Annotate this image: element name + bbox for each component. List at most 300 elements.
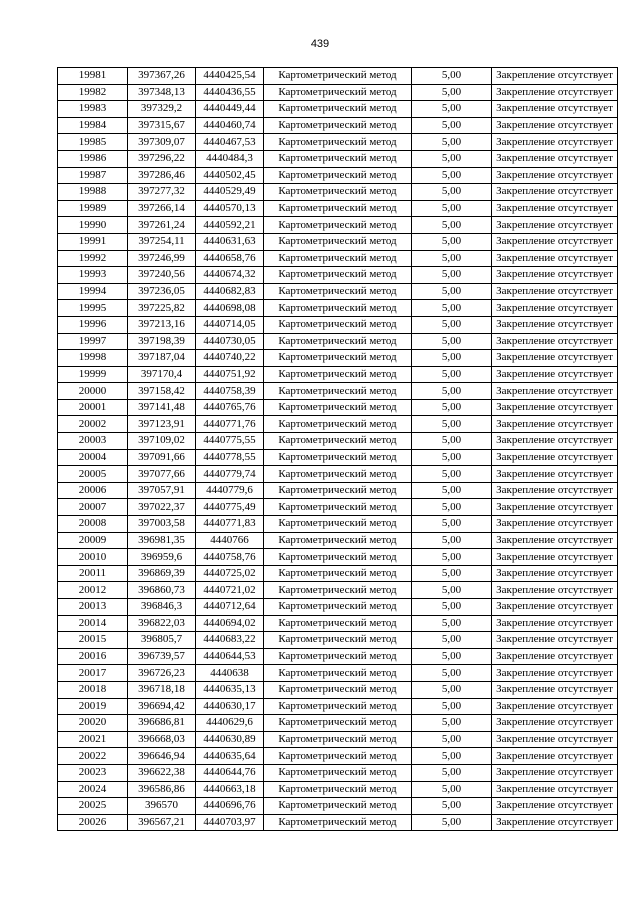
table-row xyxy=(58,549,618,566)
x-coordinate-cell: 397057,91 xyxy=(128,482,196,499)
table-row xyxy=(58,217,618,234)
table-row xyxy=(58,167,618,184)
table-row xyxy=(58,433,618,450)
error-cell: 5,00 xyxy=(412,582,492,599)
error-cell: 5,00 xyxy=(412,433,492,450)
error-cell: 5,00 xyxy=(412,333,492,350)
y-coordinate-cell: 4440714,05 xyxy=(196,316,264,333)
point-number-cell: 20025 xyxy=(58,798,128,815)
table-row xyxy=(58,731,618,748)
error-cell: 5,00 xyxy=(412,283,492,300)
x-coordinate-cell: 397022,37 xyxy=(128,499,196,516)
point-number-cell: 19995 xyxy=(58,300,128,317)
table-row xyxy=(58,681,618,698)
fixation-cell: Закрепление отсутствует xyxy=(492,433,618,450)
error-cell: 5,00 xyxy=(412,366,492,383)
point-number-cell: 19999 xyxy=(58,366,128,383)
x-coordinate-cell: 396822,03 xyxy=(128,615,196,632)
fixation-cell: Закрепление отсутствует xyxy=(492,366,618,383)
x-coordinate-cell: 396586,86 xyxy=(128,781,196,798)
point-number-cell: 20003 xyxy=(58,433,128,450)
error-cell: 5,00 xyxy=(412,549,492,566)
error-cell: 5,00 xyxy=(412,350,492,367)
method-cell: Картометрический метод xyxy=(264,565,412,582)
fixation-cell: Закрепление отсутствует xyxy=(492,715,618,732)
y-coordinate-cell: 4440630,17 xyxy=(196,698,264,715)
error-cell: 5,00 xyxy=(412,715,492,732)
x-coordinate-cell: 397077,66 xyxy=(128,466,196,483)
point-number-cell: 20016 xyxy=(58,648,128,665)
y-coordinate-cell: 4440502,45 xyxy=(196,167,264,184)
fixation-cell: Закрепление отсутствует xyxy=(492,731,618,748)
error-cell: 5,00 xyxy=(412,399,492,416)
method-cell: Картометрический метод xyxy=(264,798,412,815)
y-coordinate-cell: 4440638 xyxy=(196,665,264,682)
x-coordinate-cell: 396718,18 xyxy=(128,681,196,698)
fixation-cell: Закрепление отсутствует xyxy=(492,748,618,765)
fixation-cell: Закрепление отсутствует xyxy=(492,665,618,682)
fixation-cell: Закрепление отсутствует xyxy=(492,781,618,798)
y-coordinate-cell: 4440775,55 xyxy=(196,433,264,450)
fixation-cell: Закрепление отсутствует xyxy=(492,599,618,616)
y-coordinate-cell: 4440696,76 xyxy=(196,798,264,815)
point-number-cell: 20015 xyxy=(58,632,128,649)
table-row xyxy=(58,200,618,217)
table-row xyxy=(58,366,618,383)
table-row xyxy=(58,184,618,201)
method-cell: Картометрический метод xyxy=(264,466,412,483)
point-number-cell: 20008 xyxy=(58,516,128,533)
x-coordinate-cell: 396668,03 xyxy=(128,731,196,748)
table-row xyxy=(58,748,618,765)
error-cell: 5,00 xyxy=(412,599,492,616)
y-coordinate-cell: 4440460,74 xyxy=(196,117,264,134)
point-number-cell: 19986 xyxy=(58,150,128,167)
error-cell: 5,00 xyxy=(412,764,492,781)
y-coordinate-cell: 4440436,55 xyxy=(196,84,264,101)
method-cell: Картометрический метод xyxy=(264,665,412,682)
table-row xyxy=(58,449,618,466)
y-coordinate-cell: 4440751,92 xyxy=(196,366,264,383)
fixation-cell: Закрепление отсутствует xyxy=(492,68,618,85)
fixation-cell: Закрепление отсутствует xyxy=(492,250,618,267)
table-row xyxy=(58,499,618,516)
x-coordinate-cell: 396981,35 xyxy=(128,532,196,549)
error-cell: 5,00 xyxy=(412,665,492,682)
x-coordinate-cell: 397240,56 xyxy=(128,267,196,284)
fixation-cell: Закрепление отсутствует xyxy=(492,300,618,317)
fixation-cell: Закрепление отсутствует xyxy=(492,233,618,250)
x-coordinate-cell: 397315,67 xyxy=(128,117,196,134)
y-coordinate-cell: 4440629,6 xyxy=(196,715,264,732)
y-coordinate-cell: 4440712,64 xyxy=(196,599,264,616)
fixation-cell: Закрепление отсутствует xyxy=(492,200,618,217)
table-row xyxy=(58,84,618,101)
point-number-cell: 19982 xyxy=(58,84,128,101)
table-row xyxy=(58,233,618,250)
error-cell: 5,00 xyxy=(412,731,492,748)
method-cell: Картометрический метод xyxy=(264,532,412,549)
error-cell: 5,00 xyxy=(412,648,492,665)
error-cell: 5,00 xyxy=(412,798,492,815)
method-cell: Картометрический метод xyxy=(264,150,412,167)
x-coordinate-cell: 396686,81 xyxy=(128,715,196,732)
error-cell: 5,00 xyxy=(412,250,492,267)
y-coordinate-cell: 4440765,76 xyxy=(196,399,264,416)
fixation-cell: Закрепление отсутствует xyxy=(492,549,618,566)
x-coordinate-cell: 396959,6 xyxy=(128,549,196,566)
fixation-cell: Закрепление отсутствует xyxy=(492,283,618,300)
error-cell: 5,00 xyxy=(412,516,492,533)
y-coordinate-cell: 4440758,76 xyxy=(196,549,264,566)
point-number-cell: 20009 xyxy=(58,532,128,549)
fixation-cell: Закрепление отсутствует xyxy=(492,167,618,184)
table-row xyxy=(58,599,618,616)
coordinates-table xyxy=(57,67,618,831)
fixation-cell: Закрепление отсутствует xyxy=(492,615,618,632)
table-row xyxy=(58,648,618,665)
method-cell: Картометрический метод xyxy=(264,184,412,201)
x-coordinate-cell: 397309,07 xyxy=(128,134,196,151)
x-coordinate-cell: 397286,46 xyxy=(128,167,196,184)
y-coordinate-cell: 4440698,08 xyxy=(196,300,264,317)
method-cell: Картометрический метод xyxy=(264,748,412,765)
point-number-cell: 20005 xyxy=(58,466,128,483)
fixation-cell: Закрепление отсутствует xyxy=(492,466,618,483)
x-coordinate-cell: 397141,48 xyxy=(128,399,196,416)
x-coordinate-cell: 397091,66 xyxy=(128,449,196,466)
error-cell: 5,00 xyxy=(412,466,492,483)
y-coordinate-cell: 4440779,6 xyxy=(196,482,264,499)
point-number-cell: 19998 xyxy=(58,350,128,367)
table-row xyxy=(58,532,618,549)
point-number-cell: 19992 xyxy=(58,250,128,267)
x-coordinate-cell: 397003,58 xyxy=(128,516,196,533)
error-cell: 5,00 xyxy=(412,150,492,167)
table-row xyxy=(58,283,618,300)
error-cell: 5,00 xyxy=(412,134,492,151)
fixation-cell: Закрепление отсутствует xyxy=(492,482,618,499)
x-coordinate-cell: 396646,94 xyxy=(128,748,196,765)
point-number-cell: 20026 xyxy=(58,814,128,831)
x-coordinate-cell: 397198,39 xyxy=(128,333,196,350)
fixation-cell: Закрепление отсутствует xyxy=(492,350,618,367)
method-cell: Картометрический метод xyxy=(264,499,412,516)
table-row xyxy=(58,416,618,433)
method-cell: Картометрический метод xyxy=(264,117,412,134)
method-cell: Картометрический метод xyxy=(264,101,412,118)
x-coordinate-cell: 397123,91 xyxy=(128,416,196,433)
point-number-cell: 19991 xyxy=(58,233,128,250)
x-coordinate-cell: 396869,39 xyxy=(128,565,196,582)
x-coordinate-cell: 397329,2 xyxy=(128,101,196,118)
method-cell: Картометрический метод xyxy=(264,764,412,781)
y-coordinate-cell: 4440529,49 xyxy=(196,184,264,201)
table-row xyxy=(58,632,618,649)
method-cell: Картометрический метод xyxy=(264,731,412,748)
x-coordinate-cell: 396846,3 xyxy=(128,599,196,616)
x-coordinate-cell: 397246,99 xyxy=(128,250,196,267)
y-coordinate-cell: 4440725,02 xyxy=(196,565,264,582)
table-row xyxy=(58,781,618,798)
table-row xyxy=(58,250,618,267)
error-cell: 5,00 xyxy=(412,68,492,85)
error-cell: 5,00 xyxy=(412,300,492,317)
method-cell: Картометрический метод xyxy=(264,167,412,184)
error-cell: 5,00 xyxy=(412,681,492,698)
point-number-cell: 20007 xyxy=(58,499,128,516)
y-coordinate-cell: 4440694,02 xyxy=(196,615,264,632)
fixation-cell: Закрепление отсутствует xyxy=(492,333,618,350)
point-number-cell: 20013 xyxy=(58,599,128,616)
y-coordinate-cell: 4440630,89 xyxy=(196,731,264,748)
x-coordinate-cell: 396860,73 xyxy=(128,582,196,599)
x-coordinate-cell: 397236,05 xyxy=(128,283,196,300)
y-coordinate-cell: 4440663,18 xyxy=(196,781,264,798)
fixation-cell: Закрепление отсутствует xyxy=(492,764,618,781)
y-coordinate-cell: 4440644,76 xyxy=(196,764,264,781)
method-cell: Картометрический метод xyxy=(264,615,412,632)
point-number-cell: 19984 xyxy=(58,117,128,134)
fixation-cell: Закрепление отсутствует xyxy=(492,117,618,134)
point-number-cell: 20004 xyxy=(58,449,128,466)
y-coordinate-cell: 4440775,49 xyxy=(196,499,264,516)
point-number-cell: 19987 xyxy=(58,167,128,184)
fixation-cell: Закрепление отсутствует xyxy=(492,798,618,815)
table-row xyxy=(58,482,618,499)
y-coordinate-cell: 4440635,13 xyxy=(196,681,264,698)
table-row xyxy=(58,117,618,134)
fixation-cell: Закрепление отсутствует xyxy=(492,134,618,151)
fixation-cell: Закрепление отсутствует xyxy=(492,516,618,533)
x-coordinate-cell: 397266,14 xyxy=(128,200,196,217)
fixation-cell: Закрепление отсутствует xyxy=(492,449,618,466)
point-number-cell: 20018 xyxy=(58,681,128,698)
y-coordinate-cell: 4440771,83 xyxy=(196,516,264,533)
method-cell: Картометрический метод xyxy=(264,84,412,101)
point-number-cell: 20019 xyxy=(58,698,128,715)
point-number-cell: 20011 xyxy=(58,565,128,582)
error-cell: 5,00 xyxy=(412,499,492,516)
error-cell: 5,00 xyxy=(412,233,492,250)
x-coordinate-cell: 397254,11 xyxy=(128,233,196,250)
method-cell: Картометрический метод xyxy=(264,516,412,533)
table-row xyxy=(58,715,618,732)
error-cell: 5,00 xyxy=(412,632,492,649)
y-coordinate-cell: 4440771,76 xyxy=(196,416,264,433)
method-cell: Картометрический метод xyxy=(264,449,412,466)
table-row xyxy=(58,300,618,317)
fixation-cell: Закрепление отсутствует xyxy=(492,632,618,649)
point-number-cell: 19989 xyxy=(58,200,128,217)
y-coordinate-cell: 4440631,63 xyxy=(196,233,264,250)
method-cell: Картометрический метод xyxy=(264,433,412,450)
fixation-cell: Закрепление отсутствует xyxy=(492,814,618,831)
table-row xyxy=(58,582,618,599)
y-coordinate-cell: 4440683,22 xyxy=(196,632,264,649)
x-coordinate-cell: 396622,38 xyxy=(128,764,196,781)
method-cell: Картометрический метод xyxy=(264,233,412,250)
x-coordinate-cell: 397170,4 xyxy=(128,366,196,383)
x-coordinate-cell: 396694,42 xyxy=(128,698,196,715)
method-cell: Картометрический метод xyxy=(264,681,412,698)
method-cell: Картометрический метод xyxy=(264,814,412,831)
x-coordinate-cell: 396567,21 xyxy=(128,814,196,831)
method-cell: Картометрический метод xyxy=(264,781,412,798)
x-coordinate-cell: 397225,82 xyxy=(128,300,196,317)
point-number-cell: 20012 xyxy=(58,582,128,599)
y-coordinate-cell: 4440730,05 xyxy=(196,333,264,350)
error-cell: 5,00 xyxy=(412,482,492,499)
table-row xyxy=(58,516,618,533)
method-cell: Картометрический метод xyxy=(264,300,412,317)
x-coordinate-cell: 396739,57 xyxy=(128,648,196,665)
point-number-cell: 20020 xyxy=(58,715,128,732)
fixation-cell: Закрепление отсутствует xyxy=(492,698,618,715)
table-row xyxy=(58,565,618,582)
coordinates-table-body xyxy=(58,68,618,831)
x-coordinate-cell: 397158,42 xyxy=(128,383,196,400)
method-cell: Картометрический метод xyxy=(264,68,412,85)
error-cell: 5,00 xyxy=(412,416,492,433)
x-coordinate-cell: 397187,04 xyxy=(128,350,196,367)
method-cell: Картометрический метод xyxy=(264,582,412,599)
point-number-cell: 20006 xyxy=(58,482,128,499)
x-coordinate-cell: 396726,23 xyxy=(128,665,196,682)
point-number-cell: 20022 xyxy=(58,748,128,765)
y-coordinate-cell: 4440674,32 xyxy=(196,267,264,284)
y-coordinate-cell: 4440740,22 xyxy=(196,350,264,367)
table-row xyxy=(58,798,618,815)
y-coordinate-cell: 4440721,02 xyxy=(196,582,264,599)
y-coordinate-cell: 4440658,76 xyxy=(196,250,264,267)
method-cell: Картометрический метод xyxy=(264,715,412,732)
x-coordinate-cell: 396805,7 xyxy=(128,632,196,649)
y-coordinate-cell: 4440682,83 xyxy=(196,283,264,300)
point-number-cell: 20014 xyxy=(58,615,128,632)
point-number-cell: 20023 xyxy=(58,764,128,781)
table-row xyxy=(58,134,618,151)
point-number-cell: 19983 xyxy=(58,101,128,118)
method-cell: Картометрический метод xyxy=(264,134,412,151)
fixation-cell: Закрепление отсутствует xyxy=(492,532,618,549)
table-row xyxy=(58,814,618,831)
point-number-cell: 19996 xyxy=(58,316,128,333)
fixation-cell: Закрепление отсутствует xyxy=(492,184,618,201)
fixation-cell: Закрепление отсутствует xyxy=(492,399,618,416)
method-cell: Картометрический метод xyxy=(264,399,412,416)
table-row xyxy=(58,101,618,118)
method-cell: Картометрический метод xyxy=(264,482,412,499)
error-cell: 5,00 xyxy=(412,101,492,118)
point-number-cell: 20024 xyxy=(58,781,128,798)
point-number-cell: 19997 xyxy=(58,333,128,350)
table-row xyxy=(58,316,618,333)
error-cell: 5,00 xyxy=(412,698,492,715)
error-cell: 5,00 xyxy=(412,167,492,184)
page-number: 439 xyxy=(310,38,330,50)
y-coordinate-cell: 4440484,3 xyxy=(196,150,264,167)
method-cell: Картометрический метод xyxy=(264,549,412,566)
x-coordinate-cell: 397367,26 xyxy=(128,68,196,85)
table-row xyxy=(58,665,618,682)
point-number-cell: 19994 xyxy=(58,283,128,300)
method-cell: Картометрический метод xyxy=(264,366,412,383)
error-cell: 5,00 xyxy=(412,814,492,831)
point-number-cell: 19990 xyxy=(58,217,128,234)
table-row xyxy=(58,399,618,416)
point-number-cell: 19985 xyxy=(58,134,128,151)
fixation-cell: Закрепление отсутствует xyxy=(492,582,618,599)
error-cell: 5,00 xyxy=(412,117,492,134)
y-coordinate-cell: 4440425,54 xyxy=(196,68,264,85)
error-cell: 5,00 xyxy=(412,217,492,234)
y-coordinate-cell: 4440766 xyxy=(196,532,264,549)
x-coordinate-cell: 397296,22 xyxy=(128,150,196,167)
x-coordinate-cell: 397109,02 xyxy=(128,433,196,450)
y-coordinate-cell: 4440644,53 xyxy=(196,648,264,665)
y-coordinate-cell: 4440779,74 xyxy=(196,466,264,483)
point-number-cell: 20002 xyxy=(58,416,128,433)
error-cell: 5,00 xyxy=(412,84,492,101)
method-cell: Картометрический метод xyxy=(264,283,412,300)
y-coordinate-cell: 4440467,53 xyxy=(196,134,264,151)
method-cell: Картометрический метод xyxy=(264,698,412,715)
error-cell: 5,00 xyxy=(412,184,492,201)
fixation-cell: Закрепление отсутствует xyxy=(492,416,618,433)
table-row xyxy=(58,68,618,85)
table-row xyxy=(58,350,618,367)
table-row xyxy=(58,333,618,350)
fixation-cell: Закрепление отсутствует xyxy=(492,316,618,333)
table-row xyxy=(58,383,618,400)
table-row xyxy=(58,267,618,284)
fixation-cell: Закрепление отсутствует xyxy=(492,84,618,101)
point-number-cell: 20017 xyxy=(58,665,128,682)
fixation-cell: Закрепление отсутствует xyxy=(492,150,618,167)
error-cell: 5,00 xyxy=(412,200,492,217)
y-coordinate-cell: 4440570,13 xyxy=(196,200,264,217)
point-number-cell: 20021 xyxy=(58,731,128,748)
x-coordinate-cell: 397261,24 xyxy=(128,217,196,234)
method-cell: Картометрический метод xyxy=(264,316,412,333)
method-cell: Картометрический метод xyxy=(264,632,412,649)
point-number-cell: 20000 xyxy=(58,383,128,400)
point-number-cell: 19981 xyxy=(58,68,128,85)
method-cell: Картометрический метод xyxy=(264,350,412,367)
method-cell: Картометрический метод xyxy=(264,200,412,217)
point-number-cell: 19993 xyxy=(58,267,128,284)
error-cell: 5,00 xyxy=(412,532,492,549)
method-cell: Картометрический метод xyxy=(264,250,412,267)
error-cell: 5,00 xyxy=(412,383,492,400)
error-cell: 5,00 xyxy=(412,615,492,632)
fixation-cell: Закрепление отсутствует xyxy=(492,648,618,665)
y-coordinate-cell: 4440703,97 xyxy=(196,814,264,831)
fixation-cell: Закрепление отсутствует xyxy=(492,267,618,284)
method-cell: Картометрический метод xyxy=(264,648,412,665)
error-cell: 5,00 xyxy=(412,748,492,765)
method-cell: Картометрический метод xyxy=(264,217,412,234)
table-row xyxy=(58,698,618,715)
y-coordinate-cell: 4440778,55 xyxy=(196,449,264,466)
fixation-cell: Закрепление отсутствует xyxy=(492,499,618,516)
x-coordinate-cell: 397213,16 xyxy=(128,316,196,333)
y-coordinate-cell: 4440592,21 xyxy=(196,217,264,234)
point-number-cell: 20001 xyxy=(58,399,128,416)
point-number-cell: 20010 xyxy=(58,549,128,566)
error-cell: 5,00 xyxy=(412,267,492,284)
